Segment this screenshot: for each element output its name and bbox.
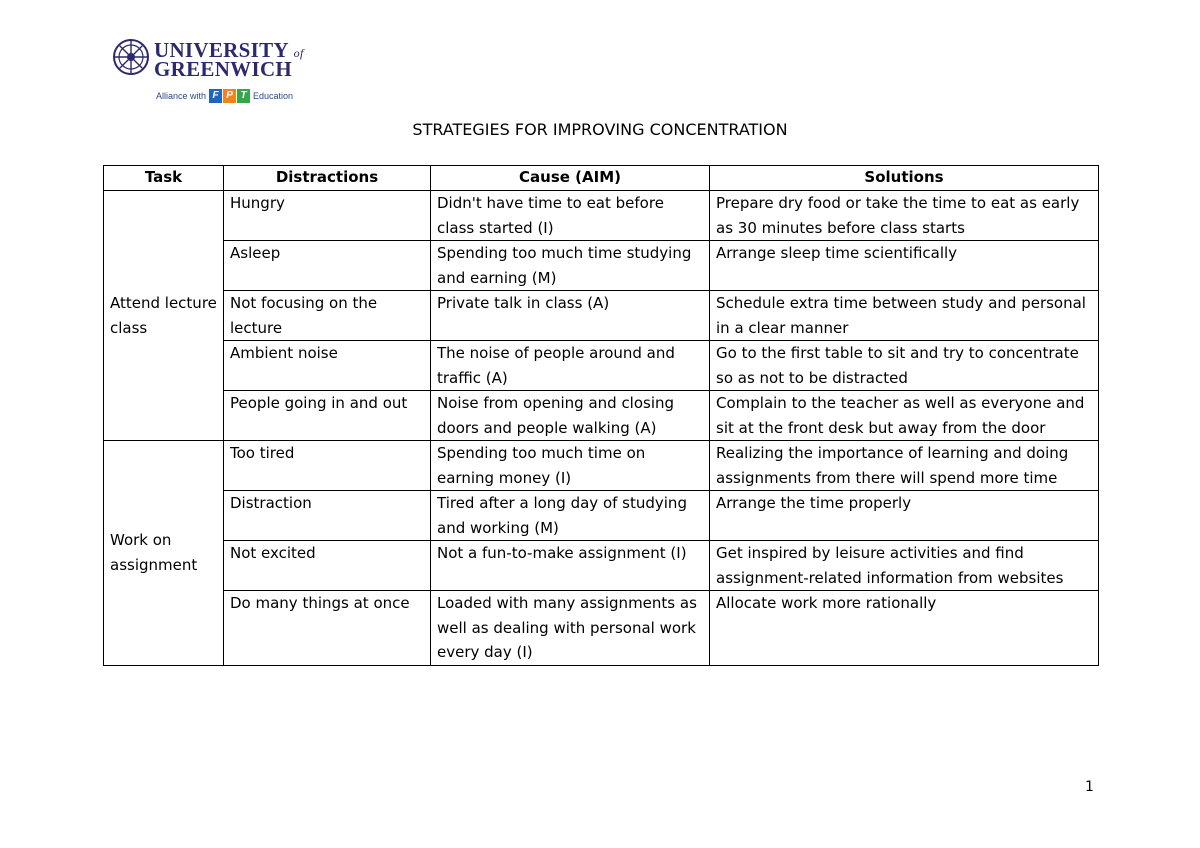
table-header-row xyxy=(104,166,1099,191)
university-logo xyxy=(112,38,304,110)
task-cell: Work on assignment xyxy=(104,441,224,666)
header-cause: Cause (AIM) xyxy=(431,166,710,191)
distraction-cell: Not excited xyxy=(224,541,431,591)
table-row xyxy=(104,541,1099,591)
logo-greenwich-text: GREENWICH xyxy=(154,57,293,81)
table-row xyxy=(104,291,1099,341)
cause-cell: The noise of people around and traffic (A) xyxy=(431,341,710,391)
page-number: 1 xyxy=(1085,779,1094,795)
document-title: STRATEGIES FOR IMPROVING CONCENTRATION xyxy=(412,120,788,139)
task-cell: Attend lecture class xyxy=(104,191,224,441)
university-seal-icon xyxy=(112,38,150,76)
solution-cell: Arrange sleep time scientifically xyxy=(710,241,1099,291)
distraction-cell: Hungry xyxy=(224,191,431,241)
solution-cell: Allocate work more rationally xyxy=(710,591,1099,666)
distraction-cell: Not focusing on the lecture xyxy=(224,291,431,341)
solution-cell: Go to the first table to sit and try to concentrate so as not to be distracted xyxy=(710,341,1099,391)
cause-cell: Spending too much time studying and earning (M) xyxy=(431,241,710,291)
header-solutions: Solutions xyxy=(710,166,1099,191)
strategies-table xyxy=(103,165,1099,666)
distraction-cell: Asleep xyxy=(224,241,431,291)
table-row xyxy=(104,491,1099,541)
cause-cell: Private talk in class (A) xyxy=(431,291,710,341)
header-distractions: Distractions xyxy=(224,166,431,191)
logo-university-text: UNIVERSITY of xyxy=(154,38,304,62)
cause-cell: Didn't have time to eat before class started (I) xyxy=(431,191,710,241)
distraction-cell: People going in and out xyxy=(224,391,431,441)
header-task: Task xyxy=(104,166,224,191)
distraction-cell: Do many things at once xyxy=(224,591,431,666)
cause-cell: Tired after a long day of studying and working (M) xyxy=(431,491,710,541)
solution-cell: Arrange the time properly xyxy=(710,491,1099,541)
table-row xyxy=(104,241,1099,291)
table-row xyxy=(104,441,1099,491)
solution-cell: Realizing the importance of learning and doing assignments from there will spend more time xyxy=(710,441,1099,491)
cause-cell: Noise from opening and closing doors and people walking (A) xyxy=(431,391,710,441)
table-row xyxy=(104,591,1099,666)
solution-cell: Prepare dry food or take the time to eat as early as 30 minutes before class starts xyxy=(710,191,1099,241)
cause-cell: Loaded with many assignments as well as dealing with personal work every day (I) xyxy=(431,591,710,666)
table-row xyxy=(104,391,1099,441)
solution-cell: Complain to the teacher as well as everyone and sit at the front desk but away from the door xyxy=(710,391,1099,441)
alliance-line: Alliance with F P T Education xyxy=(156,90,294,101)
table-row xyxy=(104,191,1099,241)
cause-cell: Spending too much time on earning money (I) xyxy=(431,441,710,491)
solution-cell: Schedule extra time between study and personal in a clear manner xyxy=(710,291,1099,341)
solution-cell: Get inspired by leisure activities and find assignment-related information from websites xyxy=(710,541,1099,591)
distraction-cell: Too tired xyxy=(224,441,431,491)
distraction-cell: Distraction xyxy=(224,491,431,541)
cause-cell: Not a fun-to-make assignment (I) xyxy=(431,541,710,591)
fpt-logo: F P T xyxy=(209,89,250,103)
distraction-cell: Ambient noise xyxy=(224,341,431,391)
table-row xyxy=(104,341,1099,391)
